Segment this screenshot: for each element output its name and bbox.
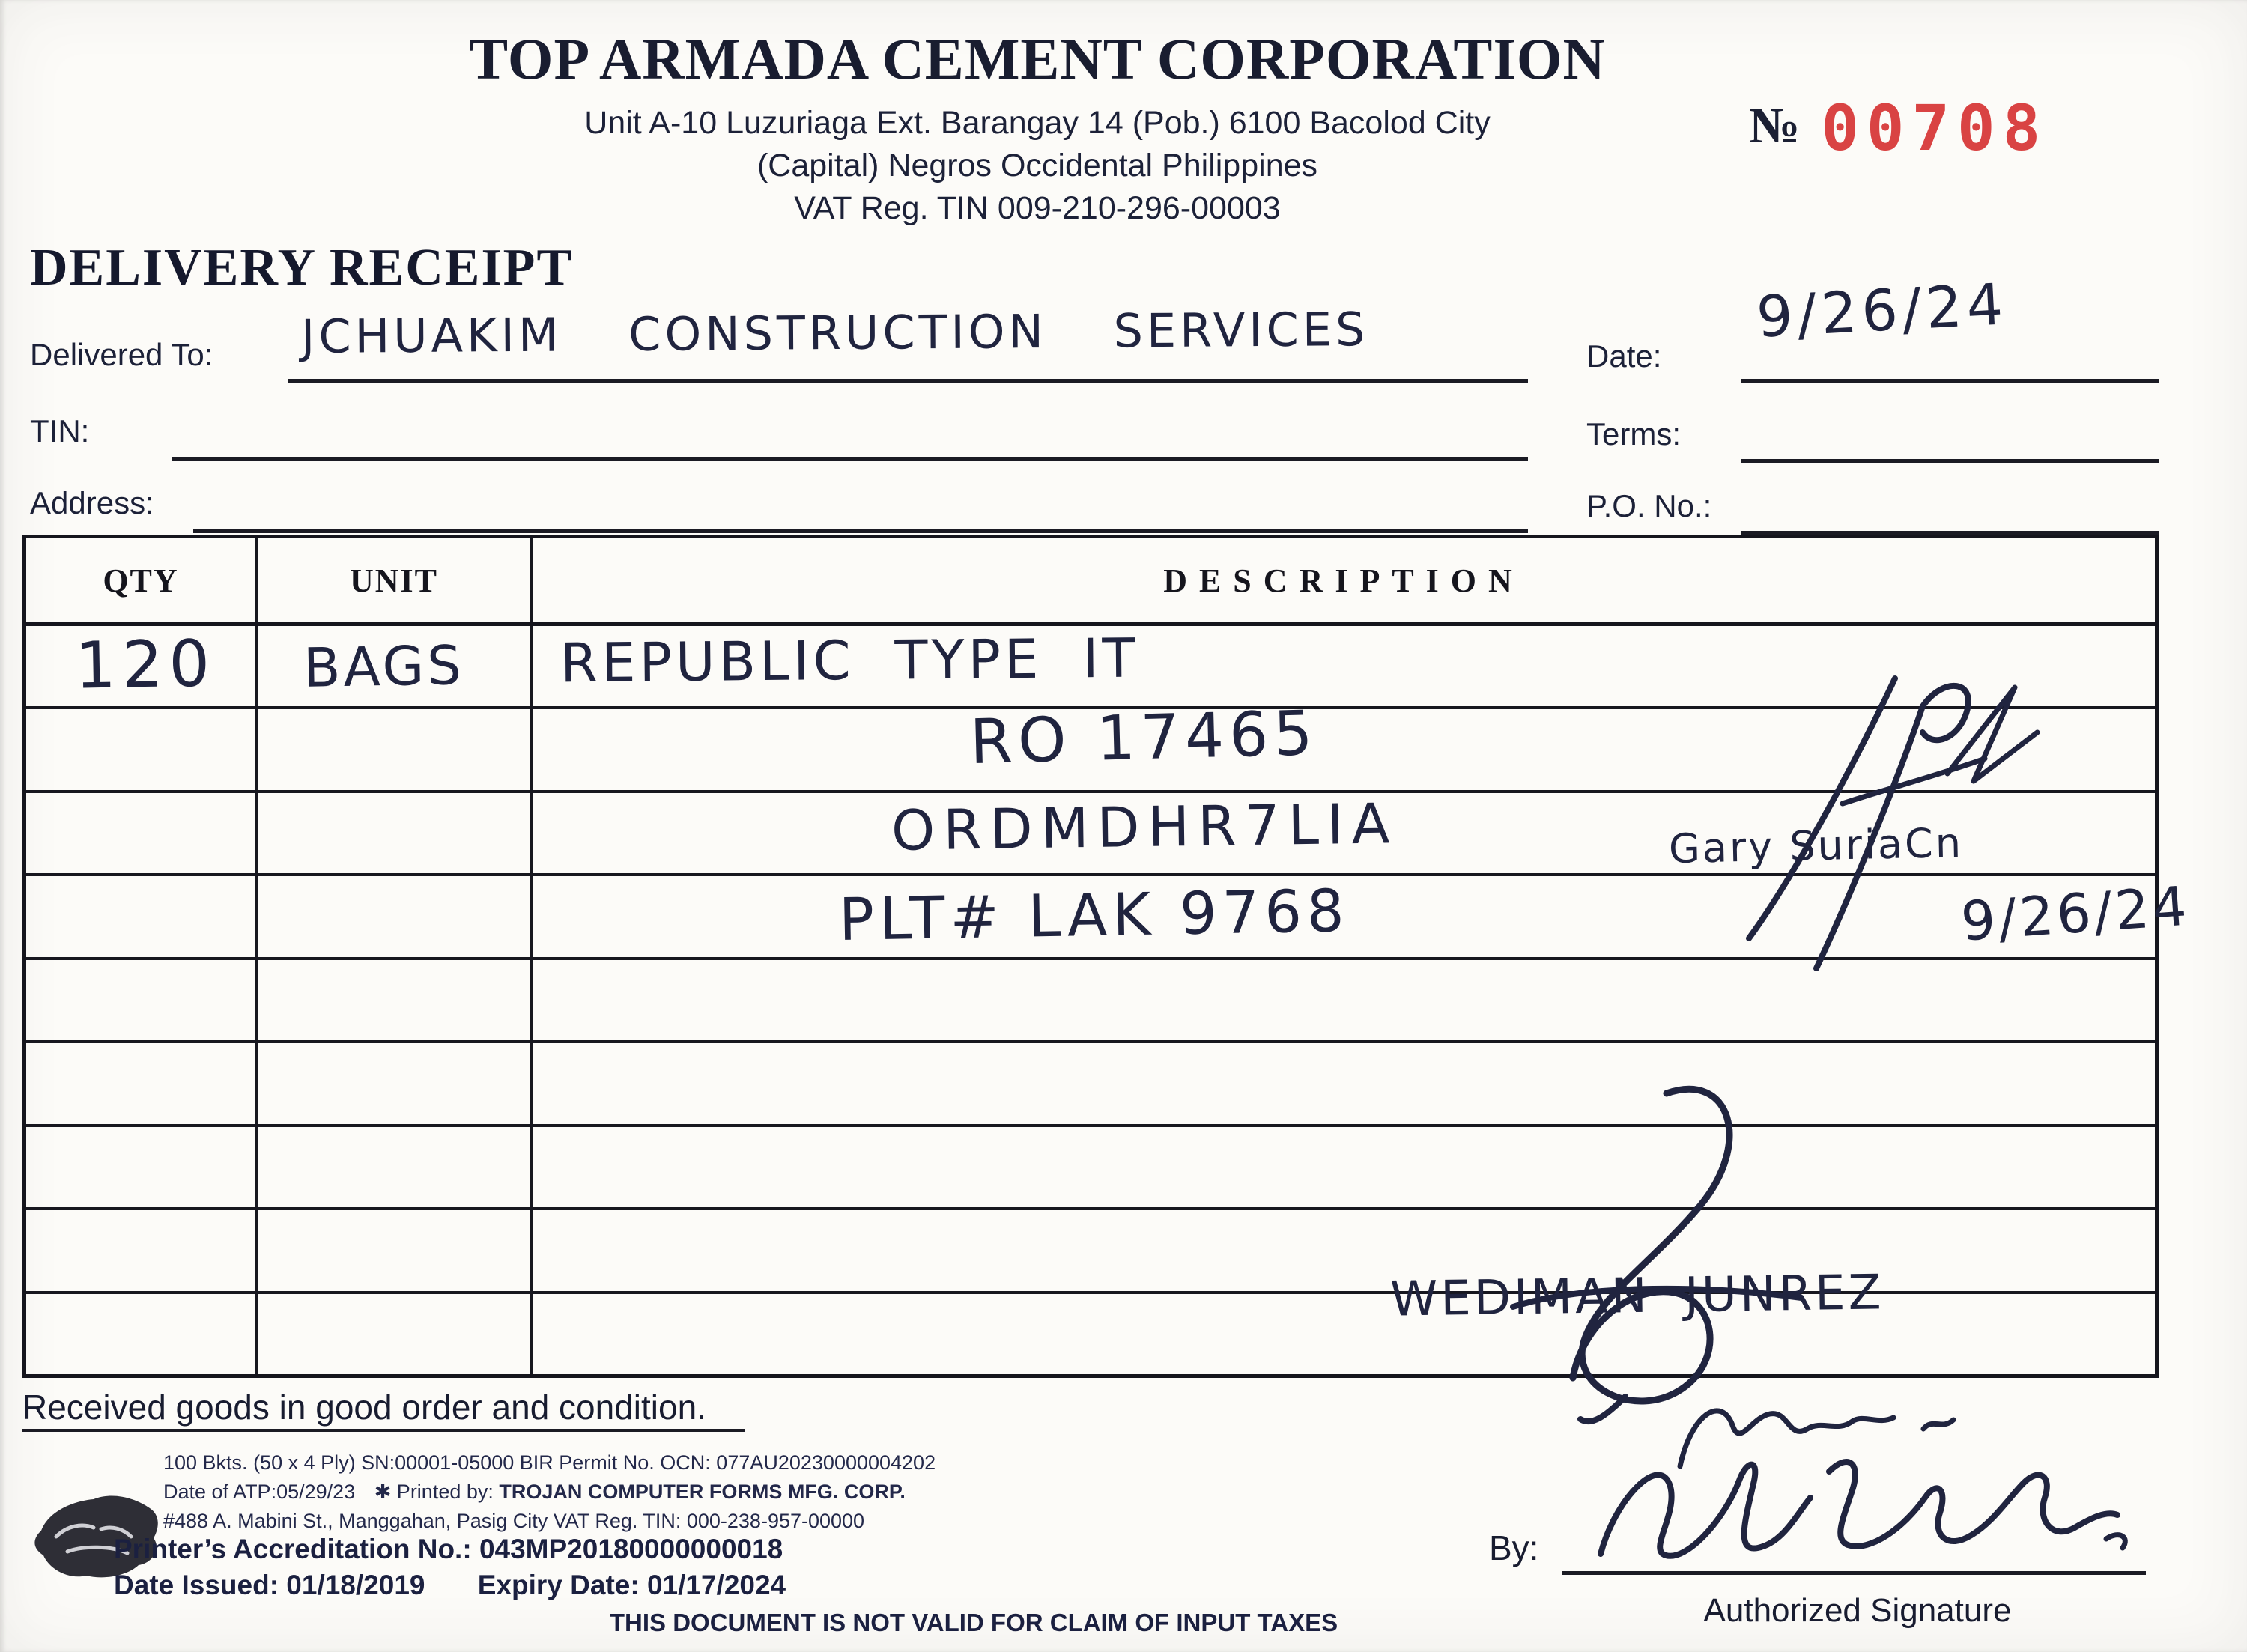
qty-value: 120	[74, 626, 217, 704]
company-address-line1: Unit A-10 Luzuriaga Ext. Barangay 14 (Pob.) 6100 Bacolod City	[584, 105, 1491, 141]
description-line-2: RO 17465	[968, 697, 1319, 779]
letterhead	[195, 25, 1880, 227]
date-issued: Date Issued: 01/18/2019	[114, 1570, 425, 1600]
receipt-number-block	[1749, 91, 2048, 165]
expiry-date: Expiry Date: 01/17/2024	[477, 1570, 786, 1600]
received-goods-text: Received goods in good order and condition.	[22, 1388, 706, 1427]
receipt-number: 00708	[1821, 91, 2049, 165]
checker-signature-name: Gary SuriaCn	[1668, 819, 1964, 873]
by-label: By:	[1489, 1528, 1539, 1567]
terms-label: Terms:	[1586, 416, 1681, 452]
received-goods-underline	[22, 1429, 745, 1432]
delivered-to-label: Delivered To:	[30, 337, 213, 372]
date-value: 9/26/24	[1754, 270, 2010, 350]
fine-print-line1: 100 Bkts. (50 x 4 Ply) SN:00001-05000 BIR Permit No. OCN: 077AU20230000004202	[163, 1451, 936, 1474]
fine-print-line2	[163, 1481, 936, 1503]
checker-signature-date: 9/26/24	[1959, 874, 2192, 953]
table-row	[26, 960, 2155, 1043]
printed-by-label: ✱ Printed by:	[374, 1481, 494, 1503]
description-column-header: DESCRIPTION	[1163, 562, 1524, 599]
date-line	[1741, 379, 2159, 383]
atp-date-text: Date of ATP:05/29/23	[163, 1481, 356, 1503]
terms-line	[1741, 459, 2159, 463]
authorized-signature-scribble	[1582, 1427, 2144, 1576]
address-line	[193, 529, 1528, 533]
date-label: Date:	[1586, 338, 1662, 374]
accreditation-dates	[114, 1570, 786, 1601]
delivered-to-value: JCHUAKIM CONSTRUCTION SERVICES	[300, 302, 1369, 364]
company-vat-line: VAT Reg. TIN 009-210-296-00003	[794, 190, 1281, 226]
authorized-signature-line	[1562, 1571, 2146, 1575]
items-table-header-row	[26, 538, 2155, 626]
document-title: DELIVERY RECEIPT	[30, 239, 574, 297]
printer-address: #488 A. Mabini St., Manggahan, Pasig City VAT Reg. TIN: 000-238-957-00000	[163, 1510, 865, 1532]
address-label: Address:	[30, 485, 154, 520]
po-no-label: P.O. No.:	[1586, 488, 1712, 523]
company-address-line2: (Capital) Negros Occidental Philippines	[756, 148, 1318, 183]
numero-symbol: №	[1749, 97, 1801, 154]
printer-name: TROJAN COMPUTER FORMS MFG. CORP.	[499, 1481, 906, 1503]
company-name: TOP ARMADA CEMENT CORPORATION	[469, 26, 1606, 91]
description-line-1: REPUBLIC TYPE IT	[560, 626, 1139, 695]
authorized-signature-label: Authorized Signature	[1703, 1592, 2012, 1629]
description-line-3: ORDMDHR7LIA	[891, 792, 1398, 863]
fine-print-block	[163, 1451, 936, 1532]
description-line-4: PLT# LAK 9768	[838, 878, 1350, 954]
tin-label: TIN:	[30, 413, 90, 449]
delivered-to-line	[288, 379, 1528, 383]
input-tax-disclaimer: THIS DOCUMENT IS NOT VALID FOR CLAIM OF INPUT TAXES	[609, 1609, 1338, 1636]
receiver-signature-name: WEDIMAN JUNREZ	[1389, 1265, 1884, 1328]
tin-line	[172, 457, 1528, 461]
unit-value: BAGS	[303, 634, 465, 699]
unit-column-header: UNIT	[258, 538, 533, 622]
printer-accreditation: Printer’s Accreditation No.: 043MP20180000000018	[114, 1534, 783, 1564]
qty-column-header: QTY	[26, 538, 258, 622]
